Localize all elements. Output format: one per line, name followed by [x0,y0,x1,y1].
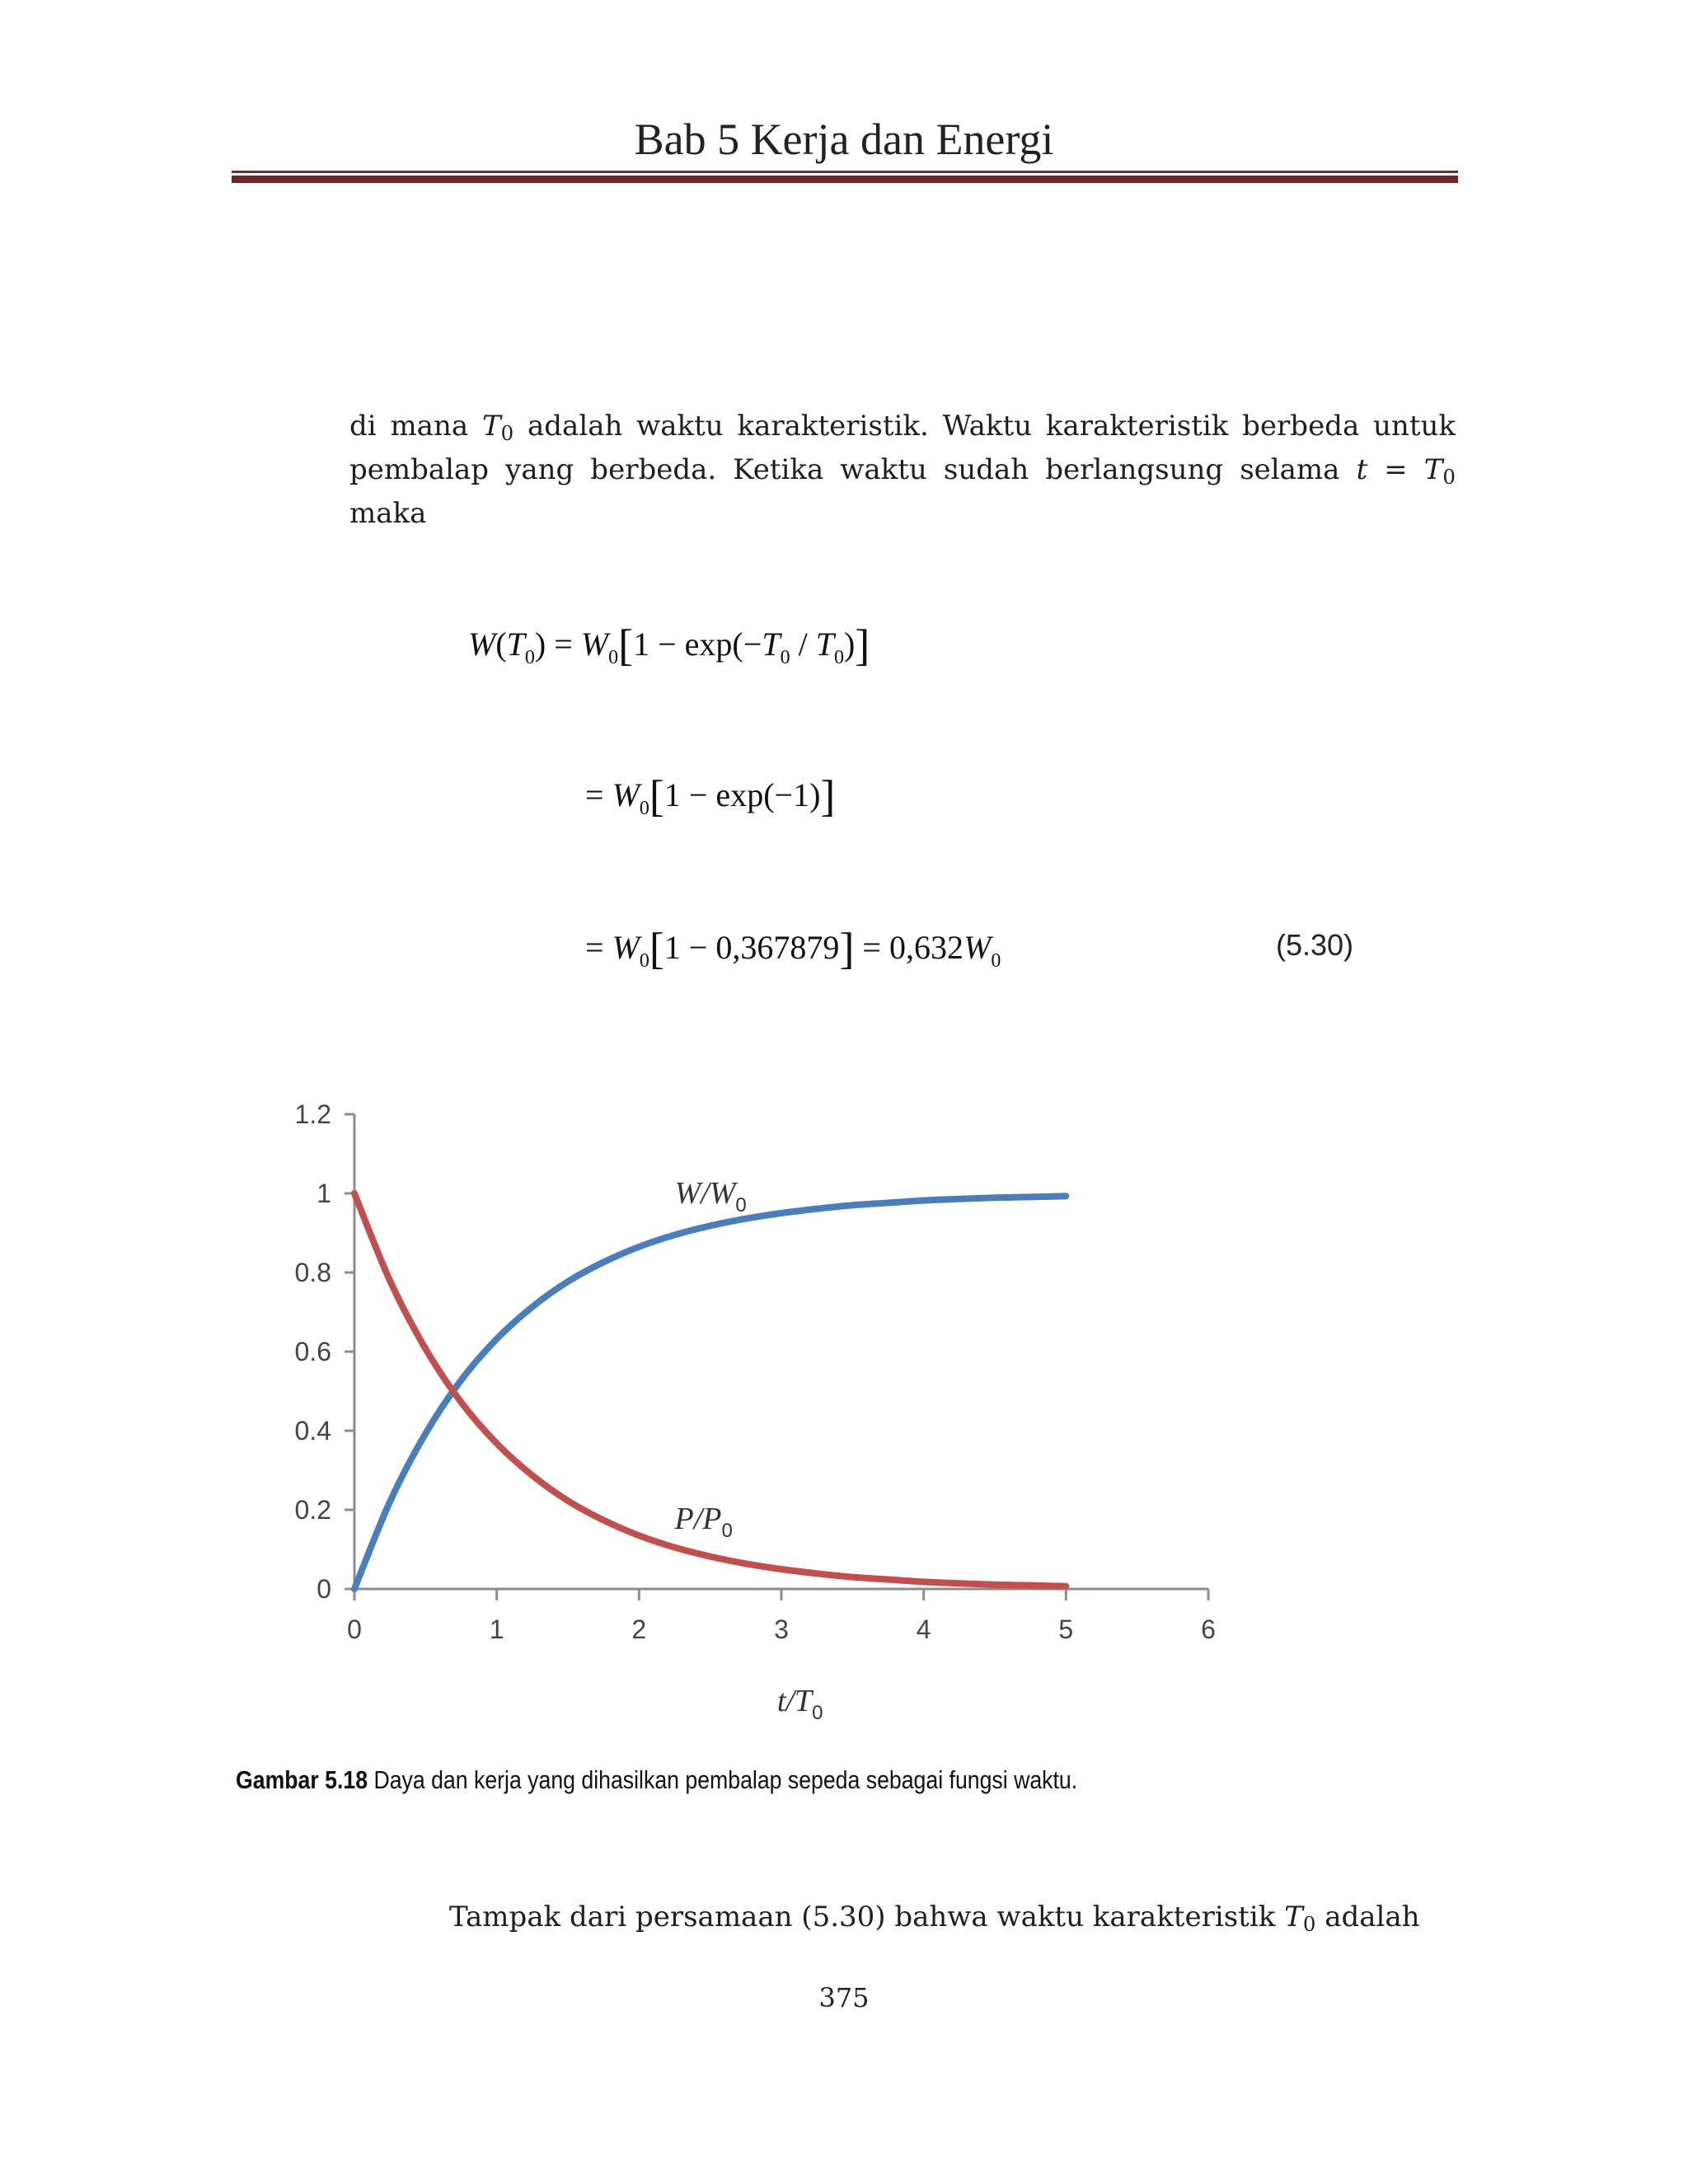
figure-caption [236,1765,1077,1795]
eq-bracket-open: [ [618,621,634,670]
chart-svg [264,1088,1236,1722]
x-tick-label: 5 [1058,1615,1074,1644]
text: di mana [349,410,482,443]
equation-line-3 [585,923,1001,974]
eq-symbol: W [612,929,640,966]
symbol-T: T [1284,1900,1303,1933]
eq-symbol: W [963,929,992,966]
eq-operator: = [546,626,581,663]
eq-text: 1 − 0,367879 [663,929,840,966]
page-number: 375 [818,1982,870,2013]
series-label-w-over-w0-subscript: 0 [735,1194,747,1216]
text: adalah waktu karakteristik. Waktu karakteristik berbeda untuk pembalap yang berbeda. Ketika waktu sudah berlangsung selama [349,410,1456,487]
eq-operator: = [585,776,612,813]
eq-subscript: 0 [524,647,535,668]
eq-symbol: T [762,626,781,663]
eq-symbol: T [506,626,525,663]
series-label-p-over-p0-subscript: 0 [721,1519,733,1542]
eq-operator: = [585,929,612,966]
y-tick-label: 0.4 [294,1416,331,1446]
body-paragraph [349,408,1456,532]
header-rule [232,171,1458,173]
caption-label: Gambar 5.18 [236,1765,368,1794]
eq-symbol: W [580,626,609,663]
series-label-w-over-w0 [675,1176,747,1216]
eq-paren: ( [495,626,507,663]
x-axis-title-main: t/T [776,1684,813,1718]
y-tick-label: 1.2 [294,1099,331,1129]
eq-text: 1 − exp(−1) [663,776,821,813]
eq-subscript: 0 [639,798,649,819]
header-rule-thick [232,176,1458,183]
text: adalah [1315,1900,1420,1933]
text: Tampak dari persamaan (5.30) bahwa waktu karakteristik [449,1900,1285,1933]
chart [264,1088,1236,1722]
subscript: 0 [1442,465,1456,490]
eq-paren: ) [534,626,546,663]
y-tick-label: 1 [316,1179,331,1208]
x-tick-label: 4 [916,1615,931,1644]
caption-text: Daya dan kerja yang dihasilkan pembalap sepeda sebagai fungsi waktu. [368,1765,1078,1794]
x-tick-label: 2 [631,1615,647,1644]
y-tick-label: 0 [316,1574,331,1604]
page-header-title: Bab 5 Kerja dan Energi [634,115,1054,164]
eq-subscript: 0 [833,647,844,668]
y-tick-label: 0.8 [294,1258,331,1287]
eq-bracket-open: [ [649,771,664,821]
y-tick-label: 0.6 [294,1337,331,1366]
series-label-w-over-w0-main: W/W [674,1176,736,1211]
x-tick-label: 1 [489,1615,504,1644]
symbol-t: t [1356,453,1368,487]
eq-paren: ) [843,626,856,663]
eq-bracket-open: [ [649,924,664,973]
eq-operator: / [790,626,816,663]
eq-symbol: W [468,626,496,663]
text: = [1367,453,1424,487]
x-axis-title-subscript: 0 [812,1702,823,1722]
symbol-T: T [481,410,501,443]
symbol-T: T [1423,453,1443,487]
series-label-p-over-p0 [674,1502,733,1542]
eq-bracket-close: ] [839,924,855,973]
eq-subscript: 0 [780,647,790,668]
x-tick-label: 0 [347,1615,362,1644]
eq-subscript: 0 [608,647,619,668]
x-tick-label: 3 [774,1615,789,1644]
eq-subscript: 0 [991,950,1001,972]
body-paragraph-2 [449,1900,1420,1936]
subscript: 0 [1302,1912,1316,1937]
eq-text: = 0,632 [854,929,964,966]
equation-line-1 [468,620,870,671]
equation-line-2 [585,771,835,822]
subscript: 0 [500,421,514,446]
y-tick-label: 0.2 [294,1495,331,1525]
eq-symbol: W [612,776,640,813]
eq-bracket-close: ] [820,771,836,821]
equation-number: (5.30) [1276,928,1354,962]
text: maka [349,497,427,531]
eq-bracket-close: ] [855,621,870,670]
x-tick-label: 6 [1201,1615,1216,1644]
series-label-p-over-p0-main: P/P [674,1501,722,1536]
eq-text: 1 − exp(− [633,626,762,663]
eq-symbol: T [815,626,834,663]
eq-subscript: 0 [639,950,649,972]
x-axis-title [777,1684,823,1722]
